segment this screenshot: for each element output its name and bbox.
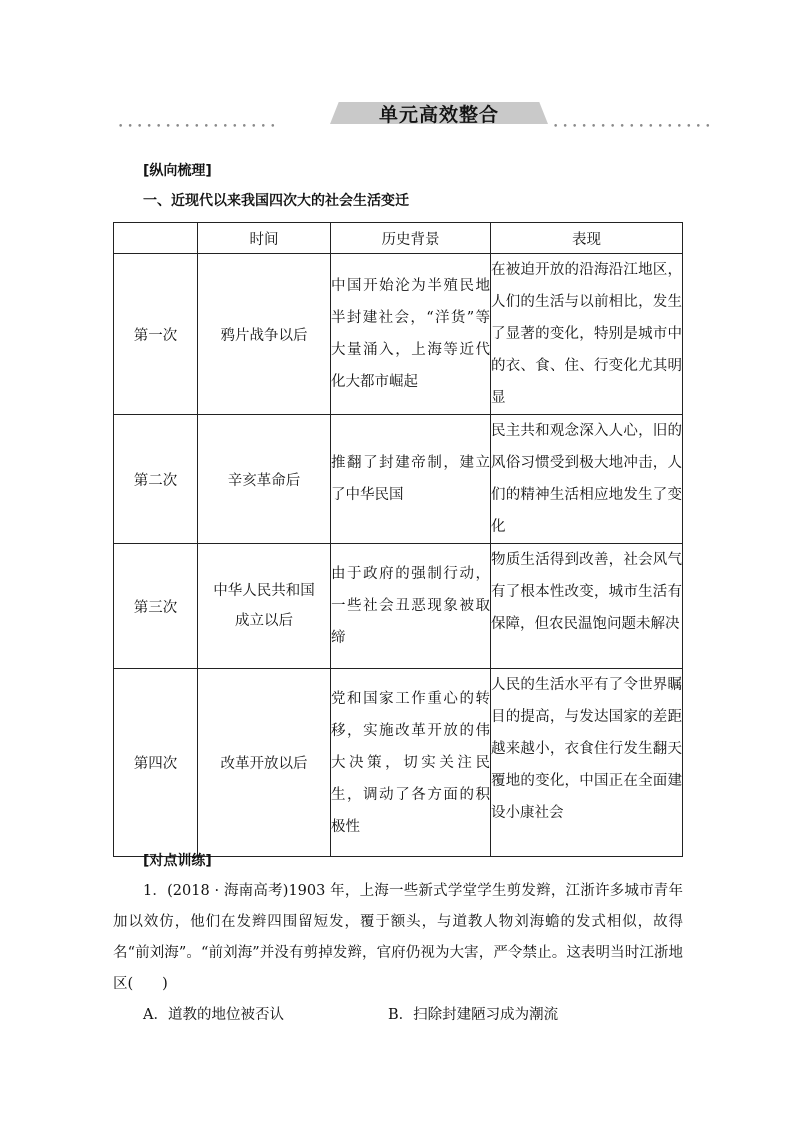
header-cell-empty	[114, 223, 198, 254]
option-b: B．扫除封建陋习成为潮流	[388, 1007, 559, 1023]
table-row	[114, 544, 683, 669]
table-heading: 一、近现代以来我国四次大的社会生活变迁	[143, 193, 409, 209]
cell-order: 第三次	[114, 544, 198, 669]
cell-order: 第二次	[114, 415, 198, 544]
table-row	[114, 254, 683, 415]
cell-time: 改革开放以后	[198, 669, 331, 857]
header-cell-performance: 表现	[491, 223, 683, 254]
cell-time: 鸦片战争以后	[198, 254, 331, 415]
banner-title: 单元高效整合	[378, 104, 499, 126]
header-cell-time: 时间	[198, 223, 331, 254]
cell-time-line2: 成立以后	[235, 613, 293, 629]
question-text: 1．(2018 · 海南高考)1903 年，上海一些新式学堂学生剪发辫，江浙许多城市青年加以效仿，他们在发辫四围留短发，覆于额头，与道教人物刘海蟾的发式相似，故得名“前刘海”。“前刘海”并没有剪掉发辫，官府仍视为大害，严令禁止。这表明当时江浙地区( )	[113, 883, 683, 992]
header-cell-background: 历史背景	[331, 223, 491, 254]
cell-background: 党和国家工作重心的转移，实施改革开放的伟大决策，切实关注民生，调动了各方面的积极性	[331, 669, 491, 857]
cell-time-line1: 中华人民共和国	[213, 583, 315, 599]
banner-dots-left: •••••••••••••••••	[118, 122, 280, 132]
banner-dots-right: •••••••••••••••••	[553, 122, 715, 132]
section-banner	[0, 98, 794, 138]
cell-background: 由于政府的强制行动，一些社会丑恶现象被取缔	[331, 544, 491, 669]
cell-order: 第一次	[114, 254, 198, 415]
cell-background: 中国开始沦为半殖民地半封建社会，“洋货”等大量涌入，上海等近代化大都市崛起	[331, 254, 491, 415]
cell-performance: 物质生活得到改善，社会风气有了根本性改变，城市生活有保障，但农民温饱问题未解决	[491, 544, 683, 669]
table-header-row	[114, 223, 683, 254]
cell-performance: 民主共和观念深入人心，旧的风俗习惯受到极大地冲击，人们的精神生活相应地发生了变化	[491, 415, 683, 544]
section-label-practice: [对点训练]	[143, 853, 212, 869]
option-a: A．道教的地位被否认	[143, 1007, 284, 1023]
cell-performance: 人民的生活水平有了令世界瞩目的提高，与发达国家的差距越来越小，衣食住行发生翻天覆地的变化，中国正在全面建设小康社会	[491, 669, 683, 857]
table-row	[114, 415, 683, 544]
cell-time	[198, 544, 331, 669]
table-row	[114, 669, 683, 857]
social-change-table	[113, 222, 683, 857]
cell-order: 第四次	[114, 669, 198, 857]
cell-performance: 在被迫开放的沿海沿江地区，人们的生活与以前相比，发生了显著的变化，特别是城市中的衣、食、住、行变化尤其明显	[491, 254, 683, 415]
cell-background: 推翻了封建帝制，建立了中华民国	[331, 415, 491, 544]
section-label-vertical: [纵向梳理]	[143, 163, 212, 179]
cell-time: 辛亥革命后	[198, 415, 331, 544]
